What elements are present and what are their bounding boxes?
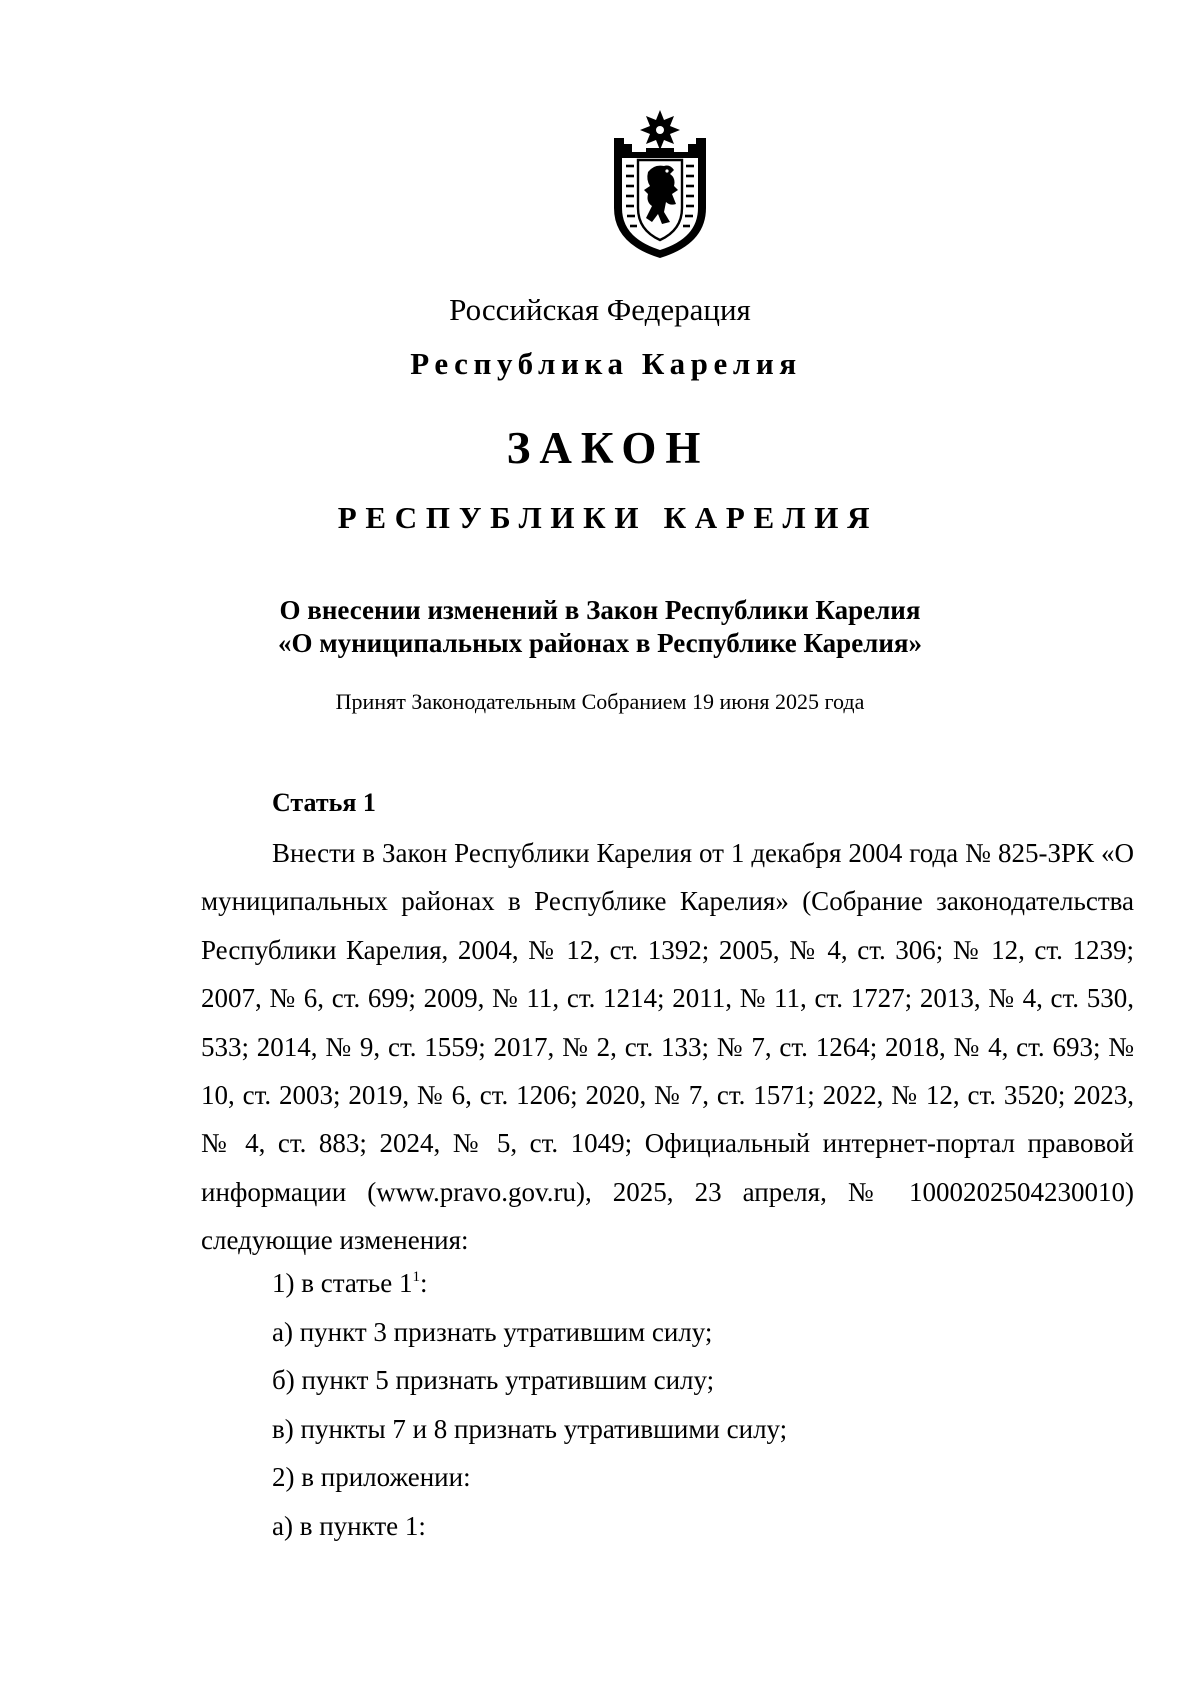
law-title-line-2: «О муниципальных районах в Республике Карелия» — [277, 628, 922, 658]
document-issuer: РЕСПУБЛИКИ КАРЕЛИЯ — [337, 500, 879, 535]
article-heading: Статья 1 — [272, 788, 376, 817]
coat-of-arms-icon — [604, 108, 716, 260]
list-item-1 — [272, 1267, 428, 1299]
republic-name: Республика Карелия — [410, 346, 802, 381]
superscript: 1 — [412, 1269, 420, 1285]
list-item-a2: а) в пункте 1: — [272, 1511, 426, 1541]
list-item-2: 2) в приложении: — [272, 1462, 471, 1492]
country-name: Российская Федерация — [449, 292, 751, 327]
adoption-note: Принят Законодательным Собранием 19 июня 2025 года — [335, 689, 865, 714]
list-item-a: а) пункт 3 признать утратившим силу; — [272, 1317, 713, 1347]
law-title-line-1: О внесении изменений в Закон Республики Карелия — [279, 595, 921, 625]
list-item-1-text: 1) в статье 1 — [272, 1268, 413, 1298]
list-item-1-suffix: : — [419, 1268, 428, 1298]
star-icon — [640, 110, 680, 150]
article-paragraph: Внести в Закон Республики Карелия от 1 декабря 2004 года № 825-ЗРК «О муниципальных районах в Республике Карелия» (Собрание законодательства Республики Карелия, 2004, № 12, ст. 1392; 2005, № 4, ст. 306; № 12, ст. 1239; 2007, № 6, ст. 699; 2009, № 11, ст. 1214; 2011, № 11, ст. 1727; 2013, № 4, ст. 530, 533; 2014, № 9, ст. 1559; 2017, № 2, ст. 133; № 7, ст. 1264; 2018, № 4, ст. 693; № 10, ст. 2003; 2019, № 6, ст. 1206; 2020, № 7, ст. 1571; 2022, № 12, ст. 3520; 2023, № 4, ст. 883; 2024, № 5, ст. 1049; Официальный интернет-портал правовой информации (www.pravo.gov.ru), 2025, 23 апреля, № 1000202504230010) следующие изменения: — [201, 838, 1134, 1256]
list-item-b: б) пункт 5 признать утратившим силу; — [272, 1365, 715, 1395]
document-type: ЗАКОН — [506, 423, 710, 473]
list-item-c: в) пункты 7 и 8 признать утратившими силу; — [272, 1414, 788, 1444]
